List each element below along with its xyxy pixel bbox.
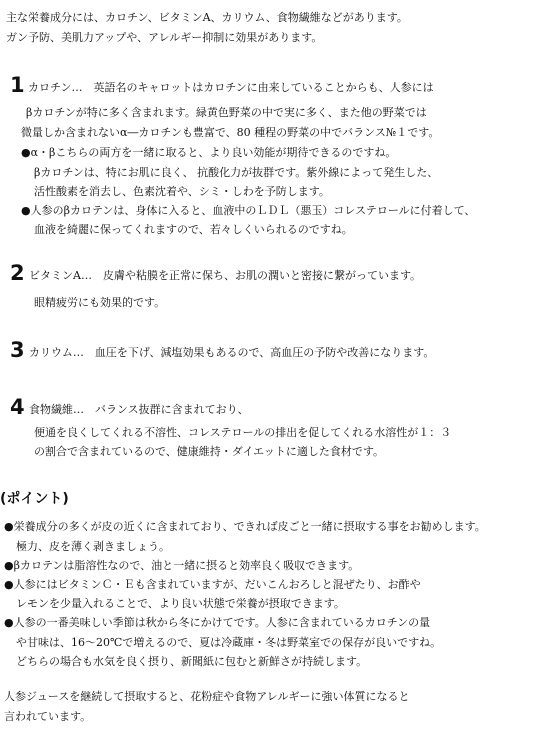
closing-line-1: 人参ジュースを継続して摂取すると、花粉症や食物アレルギーに強い体質になると — [4, 690, 410, 703]
section-number-4: 4 — [10, 395, 25, 419]
points-line-8: どちらの場合も水気を良く摂り、新聞紙に包むと新鮮さが持続します。 — [16, 655, 368, 668]
section-1-line-1: カロチン… 英語名のキャロットはカロチンに由来していることからも、人参には — [28, 81, 434, 94]
section-1-line-7: ●人参のβカロテンは、身体に入ると、血液中のＬＤＬ（悪玉）コレステロールに付着して、 — [21, 204, 476, 217]
section-1-line-6: 活性酸素を消去し、色素沈着や、シミ・しわを予防します。 — [34, 185, 330, 198]
points-line-2: 極力、皮を薄く剥きましょう。 — [16, 540, 170, 553]
section-4-line-3: の割合で含まれているので、健康維持・ダイエットに適した食材です。 — [34, 445, 385, 458]
section-3-line-1: カリウム… 血圧を下げ、減塩効果もあるので、高血圧の予防や改善になります。 — [29, 346, 435, 359]
intro-line-2: ガン予防、美肌力アップや、アレルギー抑制に効果があります。 — [6, 31, 323, 44]
section-1-line-8: 血液を綺麗に保ってくれますので、若々しくいられるのですね。 — [34, 223, 353, 236]
section-1-line-5: βカロチンは、特にお肌に良く、 抗酸化力が抜群です。紫外線によって発生した、 — [34, 166, 439, 179]
points-line-4: ●人参にはビタミンＣ・Ｅも含まれていますが、だいこんおろしと混ぜたり、お酢や — [4, 578, 421, 591]
section-number-3: 3 — [10, 338, 25, 362]
section-1-line-2: βカロチンが特に多く含まれます。緑黄色野菜の中で実に多く、また他の野菜では — [26, 106, 427, 119]
section-2-line-1: ビタミンA… 皮膚や粘膜を正常に保ち、お肌の潤いと密接に繋がっています。 — [29, 269, 422, 282]
section-4-line-2: 便通を良くしてくれる不溶性、コレステロールの排出を促してくれる水溶性が１：３ — [34, 426, 452, 439]
points-line-6: ●人参の一番美味しい季節は秋から冬にかけてです。人参に含まれているカロチンの量 — [4, 616, 431, 629]
section-2-line-2: 眼精疲労にも効果的です。 — [34, 296, 166, 309]
section-number-2: 2 — [10, 261, 25, 285]
closing-line-2: 言われています。 — [4, 710, 92, 723]
section-1-line-4: ●α・βこちらの両方を一緒に取ると、より良い効能が期待できるのですね。 — [21, 146, 397, 159]
points-line-5: レモンを少量入れることで、より良い状態で栄養が摂取できます。 — [16, 597, 345, 610]
points-line-7: や甘味は、16～20℃で増えるので、夏は冷蔵庫・冬は野菜室での保存が良いですね。 — [16, 636, 442, 649]
points-line-3: ●βカロテンは脂溶性なので、油と一緒に摂ると効率良く吸収できます。 — [4, 559, 360, 572]
section-number-1: 1 — [10, 73, 25, 97]
section-1-line-3: 微量しか含まれないα―カロチンも豊富で、80 種程の野菜の中でバランス№１です。 — [21, 126, 440, 139]
points-line-1: ●栄養成分の多くが皮の近くに含まれており、できれば皮ごと一緒に摂取する事をお勧めします。 — [4, 520, 486, 533]
points-heading: (ポイント) — [0, 491, 69, 507]
section-4-line-1: 食物繊維… バランス抜群に含まれており、 — [29, 403, 249, 416]
intro-line-1: 主な栄養成分には、カロチン、ビタミンA、カリウム、食物繊維などがあります。 — [6, 11, 408, 24]
